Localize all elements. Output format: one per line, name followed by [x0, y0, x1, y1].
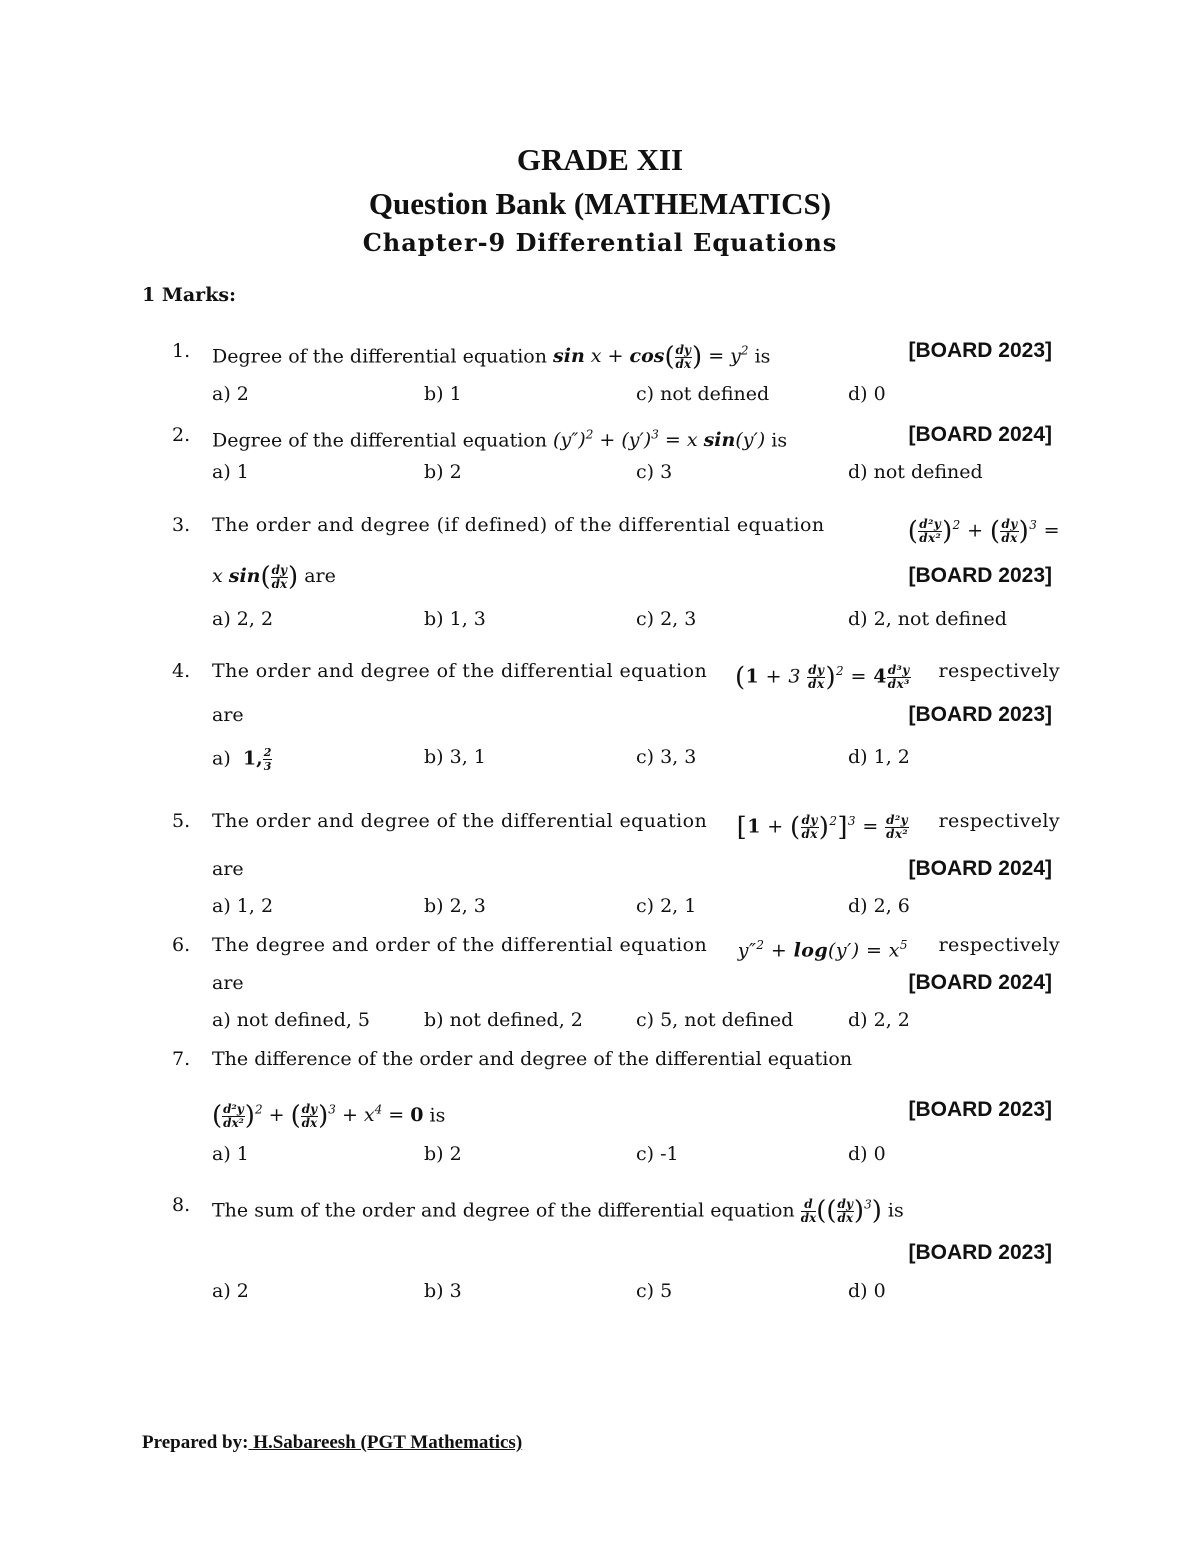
options-8 — [212, 1280, 1060, 1306]
option-d[interactable]: d) 1, 2 — [848, 746, 910, 768]
question-text-end: respectively — [938, 810, 1060, 832]
question-number: 5. — [172, 810, 191, 832]
option-a[interactable]: a) 1 — [212, 1143, 249, 1165]
board-tag: [BOARD 2023] — [908, 703, 1052, 726]
option-c[interactable]: c) 2, 1 — [636, 895, 697, 917]
section-heading: 1 Marks: — [142, 284, 237, 306]
option-c[interactable]: c) -1 — [636, 1143, 679, 1165]
board-tag: [BOARD 2023] — [908, 1098, 1052, 1121]
subject-title: Question Bank (MATHEMATICS) — [368, 186, 832, 221]
board-tag: [BOARD 2023] — [908, 564, 1052, 587]
footer-author: H.Sabareesh (PGT Mathematics) — [248, 1432, 523, 1453]
question-text: The sum of the order and degree of the differential equation — [212, 1199, 795, 1222]
board-tag: [BOARD 2023] — [908, 1241, 1052, 1264]
option-a[interactable]: a) 2 — [212, 383, 249, 405]
option-d[interactable]: d) 2, not defined — [848, 608, 1007, 630]
option-c[interactable]: c) 5, not defined — [636, 1009, 794, 1031]
option-a[interactable]: a) 1 — [212, 461, 249, 483]
question-text: Degree of the differential equation — [212, 429, 547, 452]
equation: sin x + cos( $\frac{dy}{dx}$ ) = $y^2$ — [553, 342, 749, 373]
chapter-title: Chapter-9 Differential Equations — [362, 228, 838, 257]
question-text: The order and degree of the differential equation — [212, 810, 708, 832]
question-text: The difference of the order and degree of the differential equation — [212, 1048, 853, 1070]
option-a[interactable]: a) 1, $\frac{2}{3}$ — [212, 746, 272, 773]
option-b[interactable]: b) 2 — [424, 1143, 462, 1165]
question-text: The order and degree of the differential equation — [212, 660, 708, 682]
option-c[interactable]: c) 2, 3 — [636, 608, 697, 630]
option-a[interactable]: a) 2, 2 — [212, 608, 274, 630]
options-2 — [212, 461, 1060, 487]
options-5 — [212, 895, 1060, 921]
equation: ( $\frac{\text{d²y}}{\text{dx²}}$ )$^2$ + ( $\frac{dy}{dx}$ )$^3 + x^4 = 0$ — [212, 1101, 424, 1132]
question-text-cont: are — [212, 858, 244, 880]
equation: $y''^2 + \log(y') = x^5$ — [737, 938, 908, 962]
option-b[interactable]: b) 1 — [424, 383, 462, 405]
options-4 — [212, 746, 1060, 772]
question-text-end: respectively — [938, 934, 1060, 956]
equation: $\frac{d}{dx}$ (( $\frac{dy}{dx}$ )$^3$) — [800, 1196, 882, 1227]
question-text-end: is — [429, 1104, 446, 1127]
option-b[interactable]: b) 3 — [424, 1280, 462, 1302]
option-d[interactable]: d) 0 — [848, 1143, 886, 1165]
equation-part-2: x sin( $\frac{dy}{dx}$ ) — [212, 562, 299, 592]
options-1 — [212, 383, 1060, 409]
question-number: 3. — [172, 514, 191, 536]
option-b[interactable]: b) 2 — [424, 461, 462, 483]
options-6 — [212, 1009, 1060, 1035]
grade-title: GRADE XII — [516, 142, 684, 177]
question-text: The degree and order of the differential equation — [212, 934, 708, 956]
question-text: Degree of the differential equation — [212, 345, 547, 368]
question-text: The order and degree (if defined) of the differential equation — [212, 514, 825, 536]
question-text-end: is — [887, 1199, 904, 1222]
option-b[interactable]: b) 2, 3 — [424, 895, 486, 917]
footer-credit — [142, 1432, 522, 1454]
option-d[interactable]: d) 0 — [848, 383, 886, 405]
board-tag: [BOARD 2024] — [908, 857, 1052, 880]
board-tag: [BOARD 2023] — [908, 339, 1052, 362]
option-a[interactable]: a) 1, 2 — [212, 895, 274, 917]
equation: (1 + 3 $\frac{dy}{dx}$ )$^2$ = 4 $\frac{\text{d³y}}{\text{dx³}}$ — [734, 662, 910, 693]
options-7 — [212, 1143, 1060, 1169]
option-a[interactable]: a) 2 — [212, 1280, 249, 1302]
question-text-cont: are — [212, 704, 244, 726]
question-text-end: is — [754, 345, 771, 368]
question-text-end: are — [304, 565, 336, 587]
options-3 — [212, 608, 1060, 634]
option-d[interactable]: d) not defined — [848, 461, 983, 483]
question-number: 4. — [172, 660, 191, 682]
option-a-math: 1, — [242, 747, 263, 770]
option-d[interactable]: d) 2, 2 — [848, 1009, 910, 1031]
equation: $(y'')^2 + (y')^3 = x$ sin(y′) — [553, 428, 766, 452]
question-text-end: respectively — [938, 660, 1060, 682]
question-text-end: is — [771, 429, 788, 452]
question-number: 7. — [172, 1048, 191, 1070]
option-b[interactable]: b) 1, 3 — [424, 608, 486, 630]
board-tag: [BOARD 2024] — [908, 971, 1052, 994]
option-b[interactable]: b) 3, 1 — [424, 746, 486, 768]
option-c[interactable]: c) not defined — [636, 383, 770, 405]
question-number: 2. — [172, 424, 191, 446]
option-a[interactable]: a) not defined, 5 — [212, 1009, 371, 1031]
option-c[interactable]: c) 3, 3 — [636, 746, 697, 768]
option-d[interactable]: d) 2, 6 — [848, 895, 910, 917]
question-number: 1. — [172, 340, 191, 362]
equation-part-1: ( $\frac{\text{d²y}}{\text{dx²}}$ )$^2$ + ( $\frac{dy}{dx}$ )$^3$ = — [907, 516, 1060, 547]
option-c[interactable]: c) 3 — [636, 461, 673, 483]
option-b[interactable]: b) not defined, 2 — [424, 1009, 583, 1031]
question-number: 6. — [172, 934, 191, 956]
question-text-cont: are — [212, 972, 244, 994]
question-number: 8. — [172, 1194, 191, 1216]
option-d[interactable]: d) 0 — [848, 1280, 886, 1302]
equation: [1 + ( $\frac{dy}{dx}$ )$^2$]$^3$ = $\frac{\text{d²y}}{\text{dx²}}$ — [736, 812, 909, 843]
board-tag: [BOARD 2024] — [908, 423, 1052, 446]
footer-label: Prepared by: — [142, 1432, 249, 1453]
option-c[interactable]: c) 5 — [636, 1280, 673, 1302]
